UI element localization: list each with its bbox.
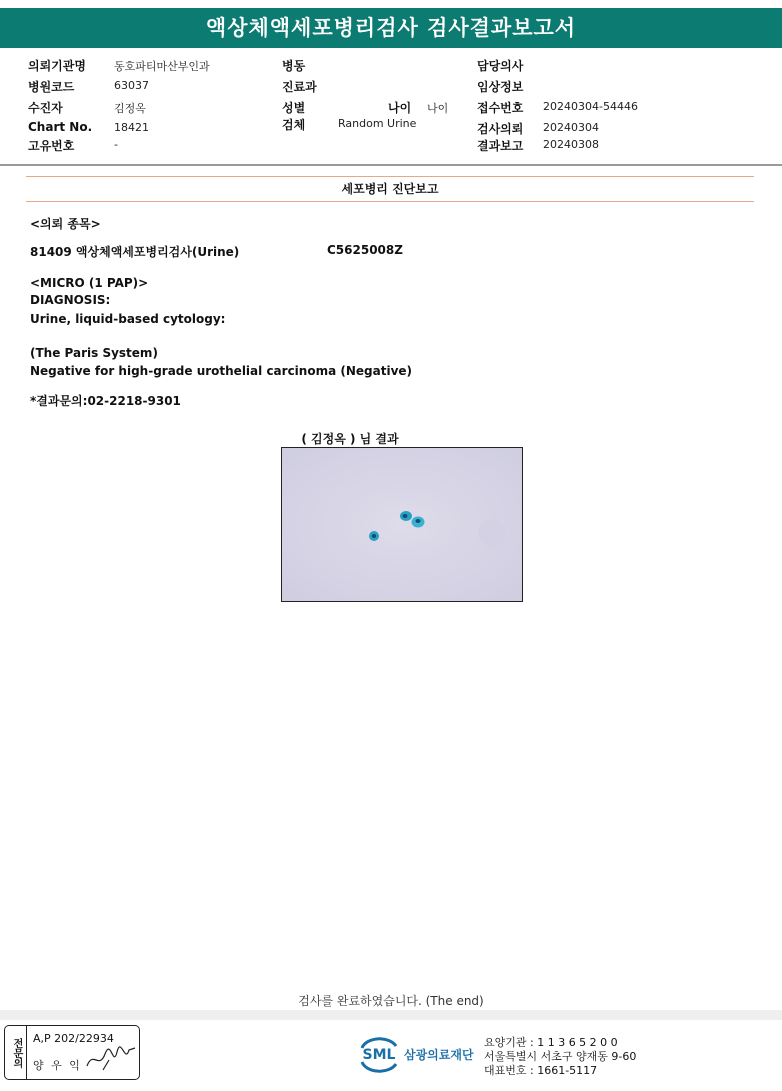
ward-label: 병동 xyxy=(282,59,306,73)
sml-logo xyxy=(356,1034,476,1074)
chart-no-value: 18421 xyxy=(114,121,149,134)
diagnosis-text: Urine, liquid-based cytology: xyxy=(30,312,226,326)
specimen-label: 검체 xyxy=(282,118,306,132)
clinical-info-label: 임상정보 xyxy=(477,80,524,94)
contact-line: *결과문의:02-2218-9301 xyxy=(30,394,181,408)
report-label: 결과보고 xyxy=(477,139,524,153)
chart-label: Chart No. xyxy=(28,120,93,134)
request-label: 검사의뢰 xyxy=(477,122,524,136)
section-title: 세포병리 진단보고 xyxy=(26,176,754,202)
hospital-code-value: 63037 xyxy=(114,79,149,92)
signature-box xyxy=(4,1025,140,1080)
end-text: 검사를 완료하였습니다. (The end) xyxy=(298,994,484,1008)
institution-value: 동호파티마산부인과 xyxy=(114,60,210,73)
patient-label: 수진자 xyxy=(28,101,63,115)
report-date-value: 20240308 xyxy=(543,138,599,151)
sex-label: 성별 xyxy=(282,101,306,115)
institution-code: 요양기관 : 1 1 3 6 5 2 0 0 xyxy=(484,1036,618,1049)
age-label: 나이 xyxy=(388,101,412,115)
receipt-label: 접수번호 xyxy=(477,101,524,115)
specimen-value: Random Urine xyxy=(338,117,417,130)
patient-name-value: 김정옥 xyxy=(114,102,146,115)
institution-phone: 대표번호 : 1661-5117 xyxy=(484,1064,598,1077)
hospital-code-label: 병원코드 xyxy=(28,80,75,94)
cell-illustration xyxy=(282,448,522,601)
brand-name: 삼광의료재단 xyxy=(404,1048,474,1062)
test-line-id: C5625008Z xyxy=(327,243,403,257)
microscope-image xyxy=(281,447,523,602)
report-title: 액상체액세포병리검사 검사결과보고서 xyxy=(0,8,782,48)
institution-label: 의뢰기관명 xyxy=(28,59,86,73)
paris-system: (The Paris System) xyxy=(30,346,158,360)
diagnosis-label: DIAGNOSIS: xyxy=(30,293,111,307)
sml-logo-mark xyxy=(356,1034,402,1074)
unique-no-value: - xyxy=(114,138,118,151)
footer-band xyxy=(0,1010,782,1020)
request-header: <의뢰 종목> xyxy=(30,217,101,231)
unique-no-label: 고유번호 xyxy=(28,139,75,153)
institution-address: 서울특별시 서초구 양재동 9-60 xyxy=(484,1050,637,1063)
micro-header: <MICRO (1 PAP)> xyxy=(30,276,149,290)
sml-logo-text: SML xyxy=(362,1047,396,1063)
signature-scribble xyxy=(83,1040,139,1074)
age-value: 나이 xyxy=(427,102,449,115)
test-line-code: 81409 액상체액세포병리검사(Urine) xyxy=(30,245,240,259)
image-caption: ( 김정옥 ) 님 결과 xyxy=(301,432,399,446)
ap-number: A,P 202/22934 xyxy=(33,1032,114,1045)
dept-label: 진료과 xyxy=(282,80,317,94)
patient-info xyxy=(0,52,782,162)
doctor-label: 담당의사 xyxy=(477,59,524,73)
specialist-label: 전문의 xyxy=(5,1026,27,1079)
header-divider xyxy=(0,164,782,166)
doctor-name: 양 우 익 xyxy=(33,1059,82,1072)
result-text: Negative for high-grade urothelial carcinoma (Negative) xyxy=(30,364,413,378)
request-date-value: 20240304 xyxy=(543,121,599,134)
receipt-no-value: 20240304-54446 xyxy=(543,100,638,113)
